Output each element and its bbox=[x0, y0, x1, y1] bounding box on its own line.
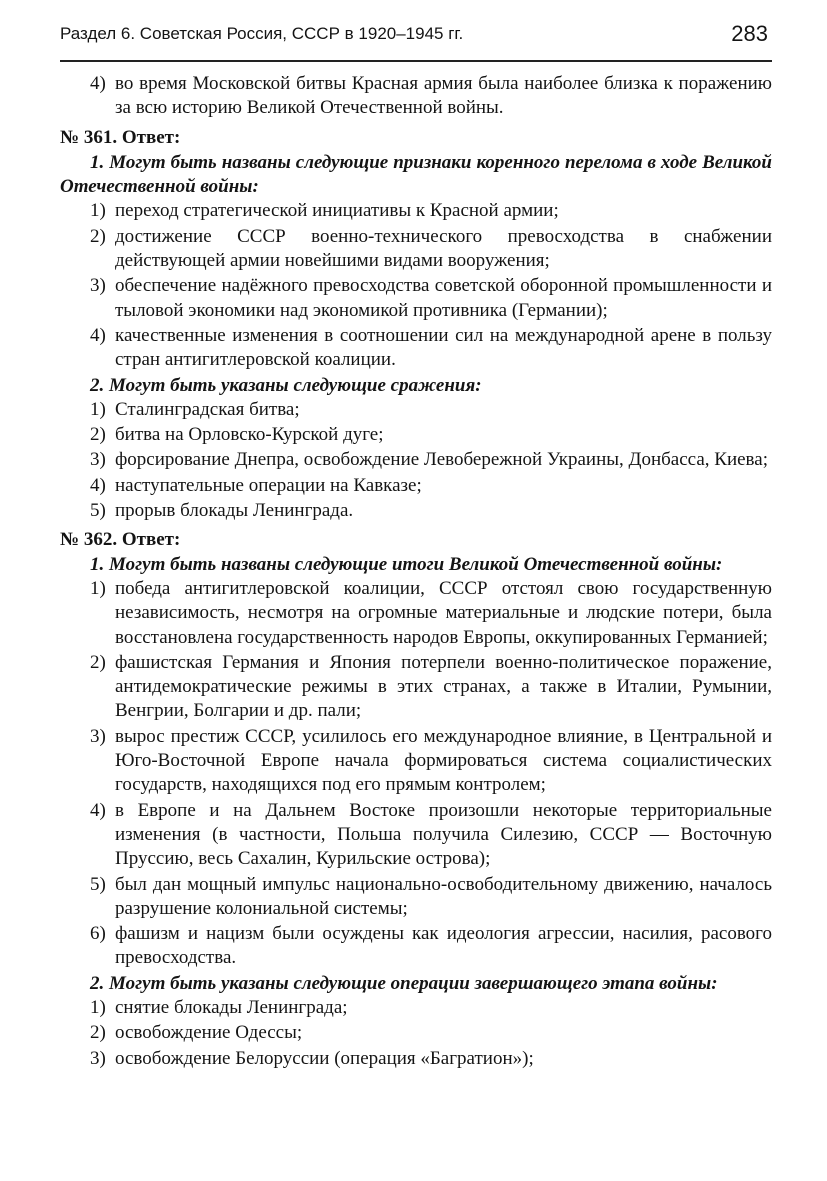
item-text: снятие блокады Ленинграда; bbox=[115, 996, 348, 1018]
list-item bbox=[60, 324, 772, 373]
item-text: обеспечение надёжного превосходства советской оборонной промышленности и тыловой экономики над экономикой противника (Германии); bbox=[115, 275, 772, 321]
list-item bbox=[60, 1047, 772, 1071]
item-number: 3) bbox=[90, 1047, 106, 1069]
item-number: 2) bbox=[90, 225, 106, 247]
list-item bbox=[60, 873, 772, 922]
answer-361-part1-title: 1. Могут быть названы следующие признаки коренного перелома в ходе Великой Отечественной войны: bbox=[60, 151, 772, 198]
item-number: 2) bbox=[90, 651, 106, 673]
answer-heading-362: № 362. Ответ: bbox=[60, 529, 181, 551]
page-content bbox=[60, 72, 772, 1072]
item-text: переход стратегической инициативы к Красной армии; bbox=[115, 200, 559, 222]
answer-361-part2-title: 2. Могут быть указаны следующие сражения: bbox=[90, 374, 482, 396]
item-number: 1) bbox=[90, 200, 106, 222]
running-header bbox=[60, 20, 772, 62]
list-item bbox=[60, 474, 772, 498]
list-item bbox=[60, 274, 772, 323]
answer-362-part1-title: 1. Могут быть названы следующие итоги Великой Отечественной войны: bbox=[90, 553, 723, 575]
answer-362-part2-title: 2. Могут быть указаны следующие операции завершающего этапа войны: bbox=[90, 972, 718, 994]
list-item bbox=[60, 577, 772, 650]
item-number: 4) bbox=[90, 73, 106, 94]
item-number: 5) bbox=[90, 873, 106, 895]
item-text: освобождение Одессы; bbox=[115, 1022, 303, 1044]
item-text: прорыв блокады Ленинграда. bbox=[115, 500, 354, 522]
item-number: 3) bbox=[90, 275, 106, 297]
list-item bbox=[60, 996, 772, 1020]
list-item bbox=[60, 199, 772, 223]
list-item bbox=[60, 448, 772, 472]
item-text: в Европе и на Дальнем Востоке произошли некоторые территориальные изменения (в частности, Польша получила Силезию, СССР — Восточную Пруссию, весь Сахалин, Курильские острова); bbox=[115, 799, 772, 870]
item-text: фашистская Германия и Япония потерпели военно-политическое поражение, антидемократические режимы в этих странах, а также в Италии, Румынии, Венгрии, Болгарии и др. пали; bbox=[115, 651, 772, 722]
list-item bbox=[60, 922, 772, 971]
list-item bbox=[60, 1021, 772, 1045]
answer-361-part1-list bbox=[60, 199, 772, 372]
item-number: 3) bbox=[90, 449, 106, 471]
list-item bbox=[60, 799, 772, 872]
item-number: 6) bbox=[90, 923, 106, 945]
item-text: фашизм и нацизм были осуждены как идеология агрессии, насилия, расового превосходства. bbox=[115, 923, 772, 969]
item-number: 2) bbox=[90, 1022, 106, 1044]
item-number: 1) bbox=[90, 577, 106, 599]
item-number: 4) bbox=[90, 474, 106, 496]
list-item bbox=[60, 398, 772, 422]
item-text: во время Московской битвы Красная армия была наиболее близка к поражению за всю историю Великой Отечественной войны. bbox=[115, 73, 772, 119]
item-text: был дан мощный импульс национально-освободительному движению, началось разрушение колониальной системы; bbox=[115, 873, 772, 919]
item-text: достижение СССР военно-технического превосходства в снабжении действующей армии новейшими видами вооружения; bbox=[115, 225, 772, 272]
item-number: 2) bbox=[90, 424, 106, 446]
answer-heading-361: № 361. Ответ: bbox=[60, 126, 181, 148]
list-item bbox=[60, 225, 772, 274]
item-text: Сталинградская битва; bbox=[115, 398, 300, 420]
section-title: Раздел 6. Советская Россия, СССР в 1920–1945 гг. bbox=[60, 24, 464, 43]
item-text: освобождение Белоруссии (операция «Багратион»); bbox=[115, 1047, 534, 1069]
item-text: наступательные операции на Кавказе; bbox=[115, 474, 422, 496]
page-number: 283 bbox=[731, 21, 768, 46]
item-text: качественные изменения в соотношении сил на международной арене в пользу стран антигитлеровской коалиции. bbox=[115, 324, 772, 371]
item-number: 5) bbox=[90, 500, 106, 522]
item-text: победа антигитлеровской коалиции, СССР отстоял свою государственную независимость, несмотря на огромные материальные и людские потери, была восстановлена государственность народов Европы, оккупированных Германией; bbox=[115, 577, 772, 648]
answer-362-part2-list bbox=[60, 996, 772, 1071]
item-number: 4) bbox=[90, 324, 106, 346]
list-item bbox=[60, 651, 772, 724]
list-item bbox=[60, 72, 772, 121]
item-text: форсирование Днепра, освобождение Левобережной Украины, Донбасса, Киева; bbox=[115, 449, 768, 471]
item-number: 3) bbox=[90, 725, 106, 747]
item-number: 1) bbox=[90, 996, 106, 1018]
item-text: битва на Орловско-Курской дуге; bbox=[115, 424, 384, 446]
item-text: вырос престиж СССР, усилилось его международное влияние, в Центральной и Юго-Восточной Европе начала формироваться система социалистических государств, находящихся под его прямым контролем; bbox=[115, 725, 772, 796]
answer-362-part1-list bbox=[60, 577, 772, 971]
answer-361-part2-list bbox=[60, 398, 772, 523]
item-number: 4) bbox=[90, 799, 106, 821]
item-number: 1) bbox=[90, 398, 106, 420]
list-item bbox=[60, 423, 772, 447]
list-item bbox=[60, 725, 772, 798]
list-item bbox=[60, 499, 772, 523]
